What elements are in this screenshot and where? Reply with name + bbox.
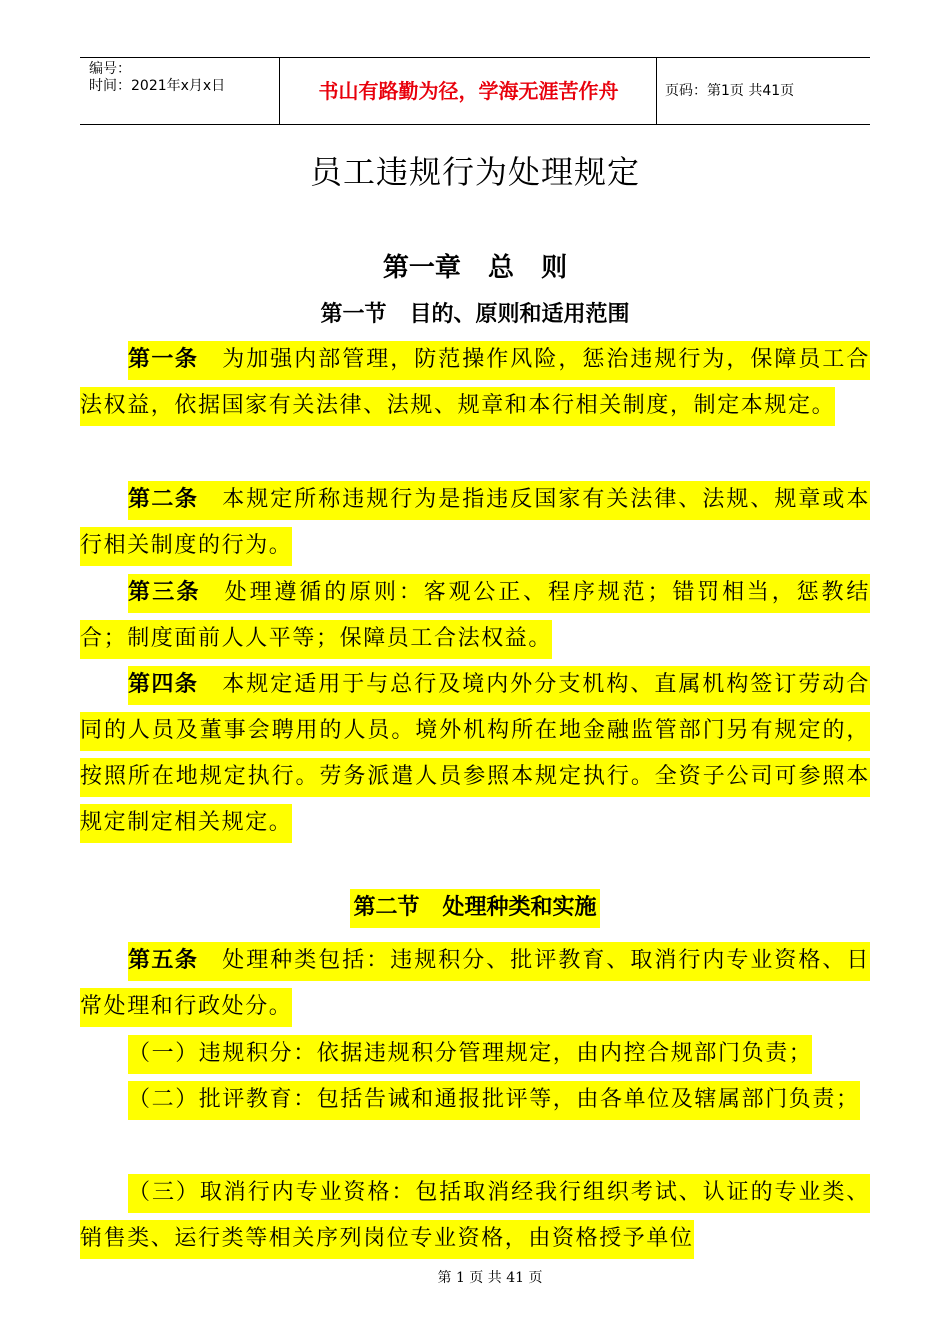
section-heading-2-text: 第二节 处理种类和实施	[350, 889, 601, 928]
item-1-text: （一）违规积分：依据违规积分管理规定，由内控合规部门负责；	[128, 1035, 812, 1074]
section-heading-1: 第一节 目的、原则和适用范围	[320, 302, 630, 327]
item-3-text: （三）取消行内专业资格：包括取消经我行组织考试、认证的专业类、销售类、运行类等相关序列岗位专业资格，由资格授予单位	[80, 1174, 870, 1259]
article-2	[80, 477, 870, 569]
article-text: 本规定所称违规行为是指违反国家有关法律、法规、规章或本行相关制度的行为。	[80, 487, 870, 558]
article-4-highlight	[80, 666, 870, 843]
document-title: 员工违规行为处理规定	[309, 153, 640, 191]
article-text: 为加强内部管理，防范操作风险，惩治违规行为，保障员工合法权益，依据国家有关法律、法规、规章和本行相关制度，制定本规定。	[80, 347, 870, 418]
page-footer: 第 1 页 共 41 页	[437, 1270, 543, 1286]
article-text: 处理种类包括：违规积分、批评教育、取消行内专业资格、日常处理和行政处分。	[80, 948, 870, 1019]
article-text: 本规定适用于与总行及境内外分支机构、直属机构签订劳动合同的人员及董事会聘用的人员。境外机构所在地金融监管部门另有规定的，按照所在地规定执行。劳务派遣人员参照本规定执行。全资子公司可参照本规定制定相关规定。	[80, 672, 870, 835]
article-label: 第二条	[128, 487, 199, 512]
header-motto: 书山有路勤为径，学海无涯苦作舟	[281, 58, 657, 124]
header-time-label: 时间：2021年x月x日	[89, 78, 226, 94]
article-1-highlight	[80, 341, 870, 426]
chapter-heading: 第一章 总 则	[382, 253, 568, 283]
header-number-label: 编号：	[89, 61, 131, 77]
article-4	[80, 662, 870, 846]
article-5-highlight	[80, 942, 870, 1027]
item-2	[80, 1077, 870, 1123]
article-label: 第一条	[128, 347, 199, 372]
item-1	[80, 1031, 870, 1077]
item-2-text: （二）批评教育：包括告诫和通报批评等，由各单位及辖属部门负责；	[128, 1081, 860, 1120]
article-3	[80, 570, 870, 662]
article-label: 第五条	[128, 948, 199, 973]
section-heading-2	[0, 890, 950, 926]
article-2-highlight	[80, 481, 870, 566]
article-text: 处理遵循的原则：客观公正、程序规范；错罚相当，惩教结合；制度面前人人平等；保障员工合法权益。	[80, 580, 870, 651]
item-3	[80, 1170, 870, 1262]
header-meta	[80, 58, 280, 124]
article-1	[80, 337, 870, 429]
header-page-info: 页码：第1页 共41页	[665, 83, 795, 99]
article-label: 第四条	[128, 672, 199, 697]
article-label: 第三条	[128, 580, 201, 605]
article-5	[80, 938, 870, 1030]
document-header	[80, 57, 870, 125]
article-3-highlight	[80, 574, 870, 659]
